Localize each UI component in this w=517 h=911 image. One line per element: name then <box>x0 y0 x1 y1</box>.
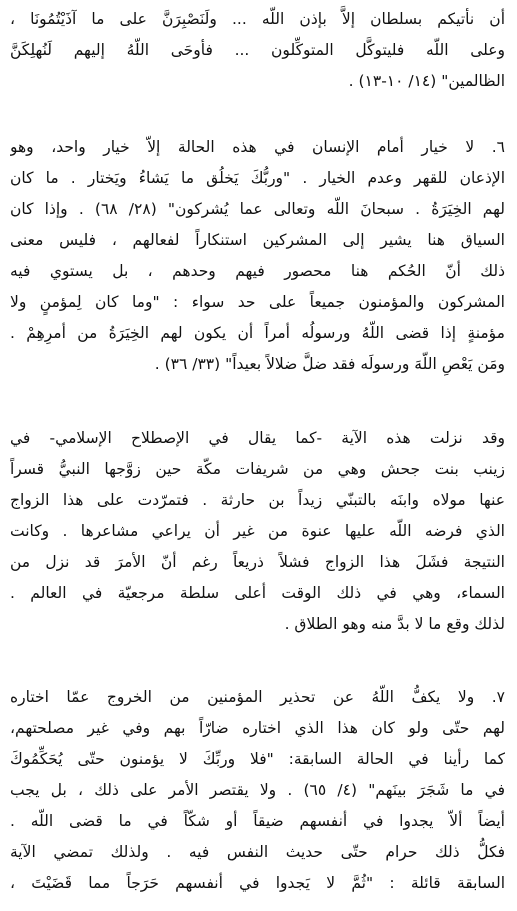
paragraph-point-7 <box>10 682 505 899</box>
text-line: لهم حتّى ولو كان هذا الذي اختاره ضارّاً بهم وفي غير مصلحتهم، <box>10 719 505 737</box>
text-line: مؤمنةٍ إذا قضى اللّهُ ورسولُه أمراً أن يكون لهم الخِيَرَةُ من أمرِهِمْ . <box>10 324 505 342</box>
text-line: الظالمين" (١٤/ ١٠-١٣) . <box>348 72 505 90</box>
text-line: أن نأتيكم بسلطان إلاَّ بإذن اللّه ... ولَنَصْبِرَنَّ على ما آذَيْتُمُونَا ، <box>10 10 505 28</box>
text-line: وقد نزلت هذه الآية -كما يقال في الإصطلاح الإسلامي- في <box>10 429 505 447</box>
text-line: المشركون والمؤمنون جميعاً على حد سواء : "وما كان لِمؤمنٍ ولا <box>10 293 505 311</box>
book-page <box>10 0 505 911</box>
text-line: لذلك وقع ما لا بدَّ منه وهو الطلاق . <box>284 615 505 633</box>
text-line: أيضاً ألاّ يجدوا في أنفسهم ضيقاً أو شكّاً في ما قضى اللّه . <box>10 812 505 830</box>
text-line: فكلُّ ذلك حرام حتّى حديث النفس فيه . ولذلك تمضي الآية <box>10 843 505 861</box>
text-line: عنها مولاه وابنَه بالتبنّي زيداً بن حارثة . فتمرّدت على هذا الزواج <box>10 491 505 509</box>
text-line: في ما شَجَرَ بينَهم" (٤/ ٦٥) . ولا يقتصر الأمر على ذلك ، بل يجب <box>10 781 505 799</box>
text-line: السياق هنا يشير إلى المشركين استنكاراً لفعالهم ، فليس معنى <box>10 231 505 249</box>
paragraph-verse-continuation <box>10 4 505 97</box>
text-line: ومَن يَعْصِ اللّهَ ورسولَه فقد ضلَّ ضلالاً بعيداً" (٣٣/ ٣٦) . <box>154 355 505 373</box>
text-line: السماء، وهي في ذلك الوقت أعلى سلطة مرجعيّة في العالم . <box>10 584 505 602</box>
paragraph-zaynab <box>10 423 505 640</box>
text-line: الإذعان للقهر وعدم الخيار . "وربُّكَ يَخلُق ما يَشاءُ ويَختار . ما كان <box>10 169 505 187</box>
text-line: ذلك أنّ الحُكم هنا محصور فيهم وحدهم ، بل يستوي فيه <box>10 262 505 280</box>
text-line: ٧. ولا يكفُّ اللّهُ عن تحذير المؤمنين من الخروج عمّا اختاره <box>10 688 505 706</box>
text-line: السابقة قائلة : "ثُمَّ لا يَجدوا في أنفسهم حَرَجاً مما قَضَيْتَ ، <box>10 874 505 892</box>
text-line: كما رأينا في الحالة السابقة: "فلا وربِّكَ لا يؤمنون حتّى يُحَكِّمُوكَ <box>10 750 505 768</box>
paragraph-point-6 <box>10 132 505 380</box>
text-line: الذي فرضه اللّه عليها عنوة من غير أن يراعي مشاعرها . وكانت <box>10 522 505 540</box>
text-line: ٦. لا خيار أمام الإنسان في هذه الحالة إلاّ خيار واحد، وهو <box>10 138 505 156</box>
text-line: وعلى اللّه فليتوكَّل المتوكِّلون ... فأوحَى اللّهُ إليهم لَنُهلِكَنَّ <box>10 41 505 59</box>
text-line: زينب بنت جحش وهي من شريفات مكّة حين زوَّجها النبيُّ قسراً <box>10 460 505 478</box>
text-line: لهم الخِيَرَةُ . سبحانَ اللّه وتعالى عما يُشركون" (٢٨/ ٦٨) . وإذا كان <box>10 200 505 218</box>
text-line: النتيجة فشَلَ هذا الزواج فشلاً ذريعاً رغم أنّ الأمرَ قد نزل من <box>10 553 505 571</box>
